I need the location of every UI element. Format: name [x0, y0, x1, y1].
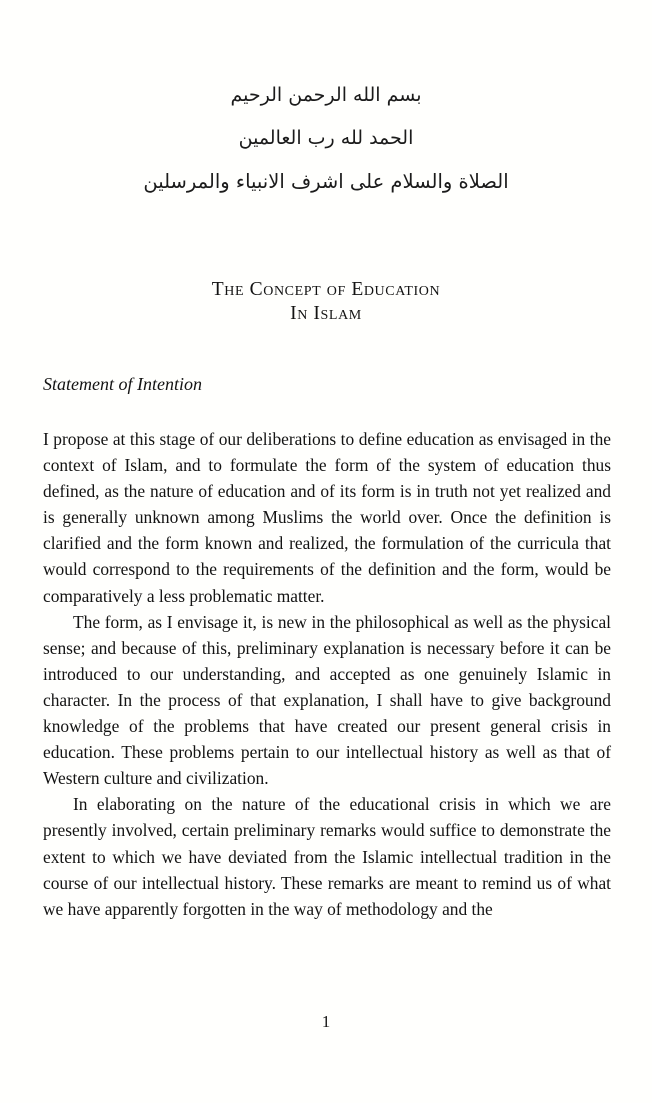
chapter-title-line-2: In Islam: [290, 303, 362, 324]
arabic-invocation-line-2: الحمد لله رب العالمين: [238, 127, 414, 149]
page-number: 1: [321, 1012, 331, 1031]
arabic-invocation-block: [0, 74, 652, 203]
chapter-title: [0, 278, 652, 326]
body-paragraph-2: The form, as I envisage it, is new in the philosophical as well as the physical sense; and because of this, preliminary explanation is necessary before it can be introduced to our understanding, and accepted as one genuinely Islamic in character. In the process of that explanation, I shall have to give background knowledge of the problems that have created our present general crisis in education. These problems pertain to our intellectual history as well as that of Western culture and civilization.: [43, 611, 611, 789]
body-text: [43, 426, 611, 922]
body-paragraph-1: I propose at this stage of our deliberations to define education as envisaged in the context of Islam, and to formulate the form of the system of education thus defined, as the nature of education and of its form is in truth not yet realized and is generally unknown among Muslims the world over. Once the definition is clarified and the form known and realized, the formulation of the curricula that would correspond to the requirements of the definition and the form, would be comparatively a less problematic matter.: [43, 429, 611, 606]
section-heading-statement-of-intention: Statement of Intention: [43, 374, 202, 394]
arabic-invocation-line-3: الصلاة والسلام على اشرف الانبياء والمرسلين: [143, 170, 509, 193]
chapter-title-line-1: The Concept of Education: [211, 279, 441, 300]
body-paragraph-3: In elaborating on the nature of the educational crisis in which we are presently involved, certain preliminary remarks would suffice to demonstrate the extent to which we have deviated from the Islamic intellectual tradition in the course of our intellectual history. These remarks are meant to remind us of what we have apparently forgotten in the way of methodology and the: [43, 794, 611, 919]
arabic-invocation-line-1: بسم الله الرحمن الرحيم: [230, 84, 422, 106]
